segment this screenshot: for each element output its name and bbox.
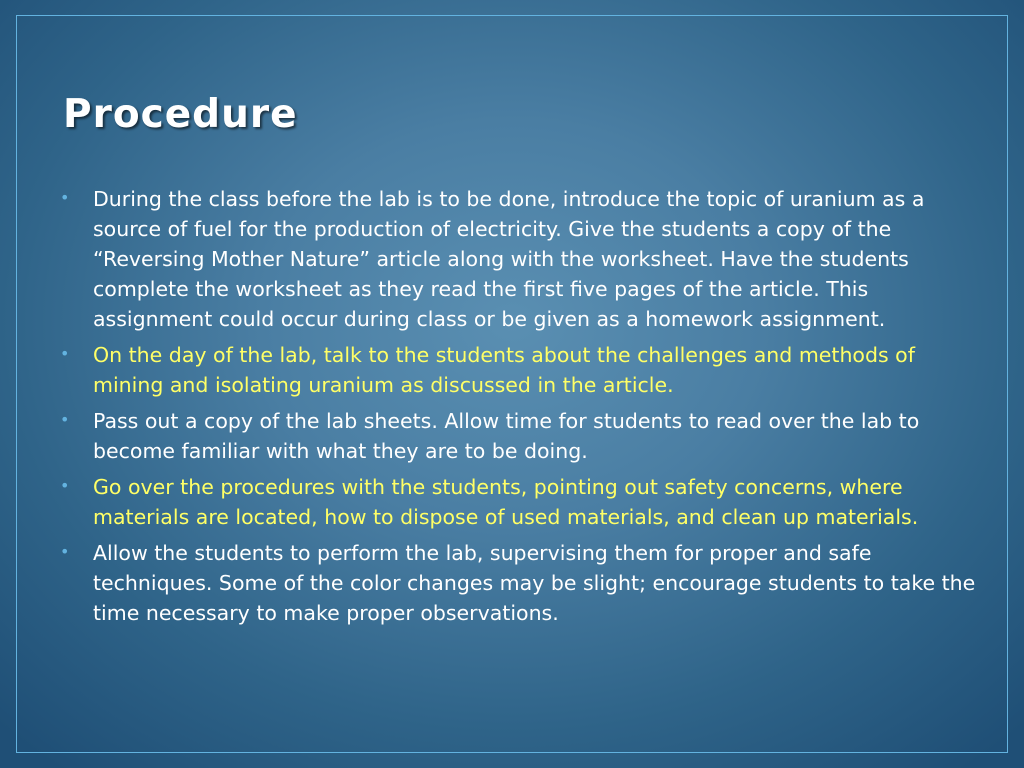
bullet-item-4 bbox=[60, 472, 980, 532]
bullet-marker-icon: • bbox=[60, 410, 70, 429]
bullet-item-3 bbox=[60, 406, 980, 466]
bullet-item-5 bbox=[60, 538, 980, 628]
bullet-list bbox=[60, 184, 980, 634]
bullet-marker-icon: • bbox=[60, 542, 70, 561]
bullet-marker-icon: • bbox=[60, 344, 70, 363]
bullet-text: Go over the procedures with the students, pointing out safety concerns, where materials are located, how to dispose of used materials, and clean up materials. bbox=[93, 475, 919, 529]
bullet-item-2 bbox=[60, 340, 980, 400]
slide-title: Procedure bbox=[63, 92, 298, 137]
bullet-item-1 bbox=[60, 184, 980, 334]
bullet-text: On the day of the lab, talk to the students about the challenges and methods of mining and isolating uranium as discussed in the article. bbox=[93, 343, 915, 397]
bullet-text: Pass out a copy of the lab sheets. Allow time for students to read over the lab to become familiar with what they are to be doing. bbox=[93, 409, 920, 463]
bullet-text: During the class before the lab is to be done, introduce the topic of uranium as a source of fuel for the production of electricity. Give the students a copy of the “Reversing Mother Nature” article along with the worksheet. Have the students complete the worksheet as they read the first five pages of the article. This assignment could occur during class or be given as a homework assignment. bbox=[93, 187, 925, 331]
bullet-marker-icon: • bbox=[60, 476, 70, 495]
bullet-marker-icon: • bbox=[60, 188, 70, 207]
bullet-text: Allow the students to perform the lab, supervising them for proper and safe techniques. Some of the color changes may be slight; encourage students to take the time necessary to make proper observations. bbox=[93, 541, 976, 625]
